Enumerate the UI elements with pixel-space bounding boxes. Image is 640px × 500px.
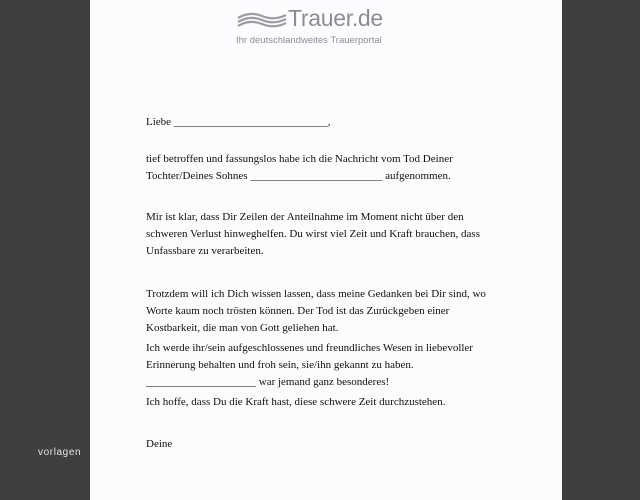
closing: Deine — [146, 438, 173, 450]
viewer-left-frame — [0, 0, 91, 500]
paragraph-5-line-1: Ich hoffe, dass Du die Kraft hast, diese schwere Zeit durchzustehen. — [146, 396, 446, 408]
salutation: Liebe ____________________________, — [146, 116, 331, 128]
paragraph-1-line-2: Tochter/Deines Sohnes ________________________ aufgenommen. — [146, 170, 451, 182]
paragraph-3-line-3: Kostbarkeit, die man von Gott geliehen hat. — [146, 322, 339, 334]
document-page — [90, 0, 562, 500]
wave-logo-icon — [236, 10, 288, 30]
paragraph-4-line-1: Ich werde ihr/sein aufgeschlossenes und freundliches Wesen in liebevoller — [146, 342, 473, 354]
logo-name: Trauer.de — [288, 5, 383, 31]
paragraph-3-line-1: Trotzdem will ich Dich wissen lassen, dass meine Gedanken bei Dir sind, wo — [146, 288, 486, 300]
paragraph-2-line-1: Mir ist klar, dass Dir Zeilen der Anteilnahme im Moment nicht über den — [146, 211, 464, 223]
side-caption: vorlagen — [38, 447, 82, 458]
paragraph-2-line-2: schweren Verlust hinweghelfen. Du wirst viel Zeit und Kraft brauchen, dass — [146, 228, 480, 240]
trauer-logo — [236, 4, 406, 50]
paragraph-3-line-2: Worte kaum noch trösten können. Der Tod ist das Zurückgeben einer — [146, 305, 450, 317]
viewer-right-frame — [561, 0, 640, 500]
logo-tagline: Ihr deutschlandweites Trauerportal — [236, 35, 382, 46]
paragraph-2-line-3: Unfassbare zu verarbeiten. — [146, 245, 264, 257]
paragraph-4-line-2: Erinnerung behalten und froh sein, sie/ihn gekannt zu haben. — [146, 359, 414, 371]
paragraph-4-line-3: ____________________ war jemand ganz besonderes! — [146, 376, 390, 388]
paragraph-1-line-1: tief betroffen und fassungslos habe ich die Nachricht vom Tod Deiner — [146, 153, 453, 165]
